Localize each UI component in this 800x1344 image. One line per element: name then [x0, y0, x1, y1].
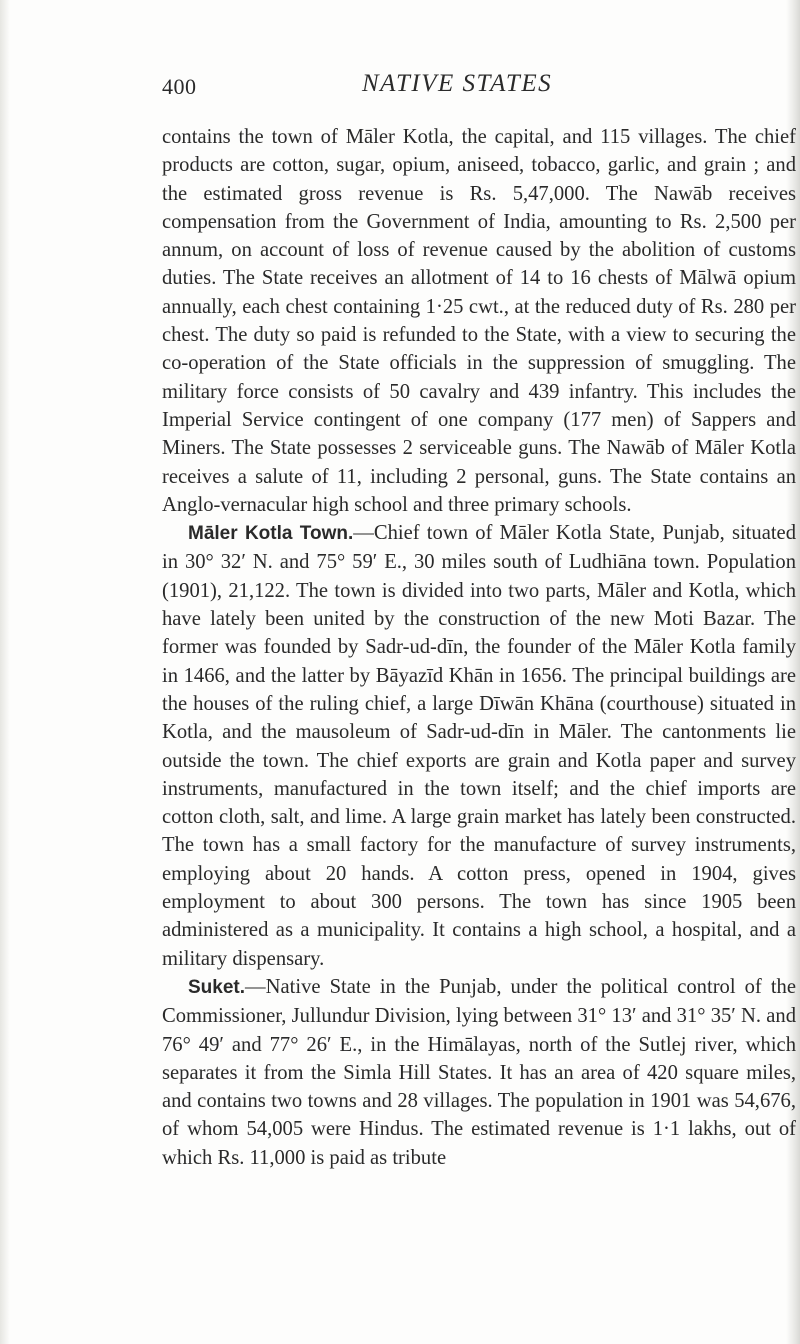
page-number: 400 — [162, 74, 197, 99]
paragraph-maler-kotla-state — [162, 123, 796, 519]
body-text — [162, 123, 796, 1172]
paragraph-text: —Native State in the Punjab, under the political control of the Commissioner, Jullundur Division, lying between 31° 13′ and 31° 35′ N. and 76° 49′ and 77° 26′ E., in the Himālayas, north of the Sutlej river, which separates it from the Simla Hill States. It has an area of 420 square miles, and contains two towns and 28 villages. The population in 1901 was 54,676, of whom 54,005 were Hindus. The estimated revenue is 1·1 lakhs, out of which Rs. 11,000 is paid as tribute — [162, 975, 796, 1169]
page-header — [162, 70, 632, 110]
paragraph-text: contains the town of Māler Kotla, the capital, and 115 villages. The chief products are cotton, sugar, opium, aniseed, tobacco, garlic, and grain ; and the estimated gross revenue is Rs. 5,47,000. The Nawāb receives compensation from the Government of India, amounting to Rs. 2,500 per annum, on account of loss of revenue caused by the abolition of customs duties. The State receives an allotment of 14 to 16 chests of Mālwā opium annually, each chest containing 1·25 cwt., at the reduced duty of Rs. 280 per chest. The duty so paid is refunded to the State, with a view to securing the co-operation of the State officials in the suppression of smuggling. The military force consists of 50 cavalry and 439 infantry. This includes the Imperial Service contingent of one company (177 men) of Sappers and Miners. The State possesses 2 serviceable guns. The Nawāb of Māler Kotla receives a salute of 11, including 2 personal, guns. The State contains an Anglo-vernacular high school and three primary schools. — [162, 126, 796, 516]
paragraph-maler-kotla-town — [162, 519, 796, 973]
entry-heading: Māler Kotla Town. — [188, 523, 354, 545]
entry-heading: Suket. — [188, 976, 246, 998]
paragraph-text: —Chief town of Māler Kotla State, Punjab, situated in 30° 32′ N. and 75° 59′ E., 30 miles south of Ludhiāna town. Population (1901), 21,122. The town is divided into two parts, Māler and Kotla, which have lately been united by the construction of the new Moti Bazar. The former was founded by Sadr-ud-dīn, the founder of the Māler Kotla family in 1466, and the latter by Bāyazīd Khān in 1656. The principal buildings are the houses of the ruling chief, a large Dīwān Khāna (courthouse) situated in Kotla, and the mausoleum of Sadr-ud-dīn in Māler. The cantonments lie outside the town. The chief exports are grain and Kotla paper and survey instruments, manufactured in the town itself; and the chief imports are cotton cloth, salt, and lime. A large grain market has lately been constructed. The town has a small factory for the manufacture of survey instruments, employing about 20 hands. A cotton press, opened in 1904, gives employment to about 300 persons. The town has since 1905 been administered as a municipality. It contains a high school, a hospital, and a military dispensary. — [162, 522, 796, 970]
running-title: NATIVE STATES — [362, 70, 553, 97]
scan-edge-left — [0, 0, 10, 1344]
paragraph-suket — [162, 973, 796, 1172]
